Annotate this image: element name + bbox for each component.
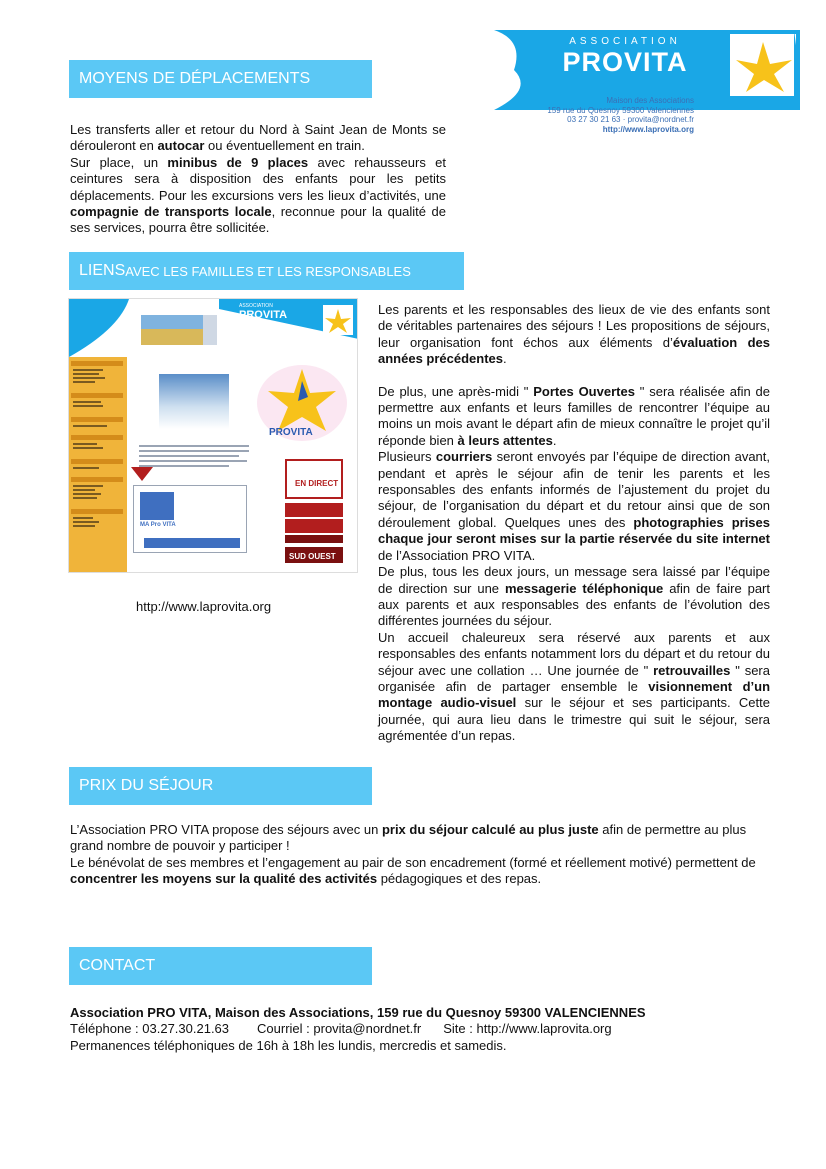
transport-text — [70, 122, 446, 237]
paragraph: Les parents et les responsables des lieux de vie des enfants sont de véritables partenaires des séjours ! Les propositions de séjours, leur organisation font échos aux éléments d’évaluation des années précédentes. — [378, 302, 770, 367]
logo-address — [494, 96, 694, 134]
logo-line-3: 03 27 30 21 63 · provita@nordnet.fr — [567, 115, 694, 124]
website-sidebar — [69, 357, 127, 573]
website-provita-label: PROVITA — [269, 427, 313, 438]
section-title: PRIX DU SÉJOUR — [79, 777, 214, 794]
website-ma-pro-vita: MA Pro VITA — [140, 522, 176, 528]
contact-text — [70, 1005, 790, 1054]
paragraph: Les transferts aller et retour du Nord à Saint Jean de Monts se dérouleront en autocar ou éventuellement en train. — [70, 122, 446, 154]
website-arrow-icon — [131, 467, 153, 497]
contact-address: Association PRO VITA, Maison des Associations, 159 rue du Quesnoy 59300 VALENCIENNES — [70, 1005, 646, 1020]
paragraph: Le bénévolat de ses membres et l’engagement au pair de son encadrement (formé et réellement motivé) permettent de concentrer les moyens sur la qualité des activités pédagogiques et des repas. — [70, 854, 756, 887]
contact-site[interactable]: Site : http://www.laprovita.org — [443, 1021, 612, 1037]
provita-logo — [494, 30, 800, 134]
website-banner — [69, 299, 358, 357]
contact-hours: Permanences téléphoniques de 16h à 18h les lundis, mercredis et samedis. — [70, 1037, 507, 1053]
svg-text:ASSOCIATION: ASSOCIATION — [239, 303, 273, 309]
website-sud-ouest: SUD OUEST — [289, 552, 336, 561]
section-title-main: LIENS — [79, 262, 126, 279]
section-title: CONTACT — [79, 957, 156, 974]
logo-url[interactable]: http://www.laprovita.org — [602, 124, 694, 134]
section-header-contact — [69, 947, 372, 985]
contact-phone: Téléphone : 03.27.30.21.63 — [70, 1021, 230, 1037]
website-mountain-photo — [159, 374, 229, 429]
paragraph: Un accueil chaleureux sera réservé aux parents et aux responsables des enfants notamment lors du départ et du retour du séjour avec une collation … Une journée de " retrouvailles " sera organisée afin de partager ensemble le visionnement d’un montage audio-visuel sur le séjour et ses participants. Cette journée, qui aura lieu dans le trimestre qui suit le séjour, sera agrémentée d’un repas. — [378, 629, 771, 744]
prix-text — [70, 822, 770, 888]
logo-line-1: Maison des Associations — [606, 96, 694, 105]
logo-line-2: 159 rue du Quesnoy 59300 Valenciennes — [547, 105, 694, 115]
paragraph: De plus, une après-midi " Portes Ouvertes " sera réalisée afin de permettre aux enfants et leurs familles de rencontrer l’équipe au moins un mois avant le départ afin de mieux connaître le projet qu’il réponde bien à leurs attentes. — [378, 383, 770, 448]
logo-name: PROVITA — [562, 47, 688, 77]
logo-association-text: ASSOCIATION — [569, 36, 681, 47]
liens-text — [378, 302, 770, 745]
paragraph: De plus, tous les deux jours, un message sera laissé par l’équipe de direction sur une messagerie téléphonique afin de faire part aux parents et aux responsables des enfants de l’évolution des différentes journées du séjour. — [378, 564, 770, 629]
website-caption[interactable]: http://www.laprovita.org — [136, 599, 272, 614]
paragraph: Plusieurs courriers seront envoyés par l’équipe de direction avant, pendant et après le séjour afin de tenir les parents et les responsables des enfants informés de l’ajustement du projet du séjour, de l’organisation du départ et du retour ainsi que de son déroulement global. Quelques unes des photographies prises chaque jour seront mises sur la partie réservée du site internet de l’Association PRO VITA. — [378, 449, 770, 563]
section-header-prix — [69, 767, 372, 805]
contact-email[interactable]: Courriel : provita@nordnet.fr — [257, 1021, 422, 1037]
paragraph: Sur place, un minibus de 9 places avec rehausseurs et ceintures sera à disposition des enfants pour les petits déplacements. Pour les excursions vers les lieux d’activités, une compagnie de transports locale, reconnue pour la qualité de ses services, pourra être sollicitée. — [70, 154, 446, 236]
website-en-direct: EN DIRECT — [285, 459, 343, 499]
section-title-rest: AVEC LES FAMILLES ET LES RESPONSABLES — [125, 263, 411, 279]
contact-line — [70, 1021, 790, 1037]
website-screenshot — [68, 298, 358, 573]
section-title: MOYENS DE DÉPLACEMENTS — [79, 70, 311, 87]
section-header-liens — [69, 252, 464, 290]
section-header-transport — [69, 60, 372, 98]
website-logo-text: PROVITA — [239, 309, 288, 321]
paragraph: L’Association PRO VITA propose des séjours avec un prix du séjour calculé au plus juste afin de permettre au plus grand nombre de pouvoir y participer ! — [70, 822, 747, 854]
